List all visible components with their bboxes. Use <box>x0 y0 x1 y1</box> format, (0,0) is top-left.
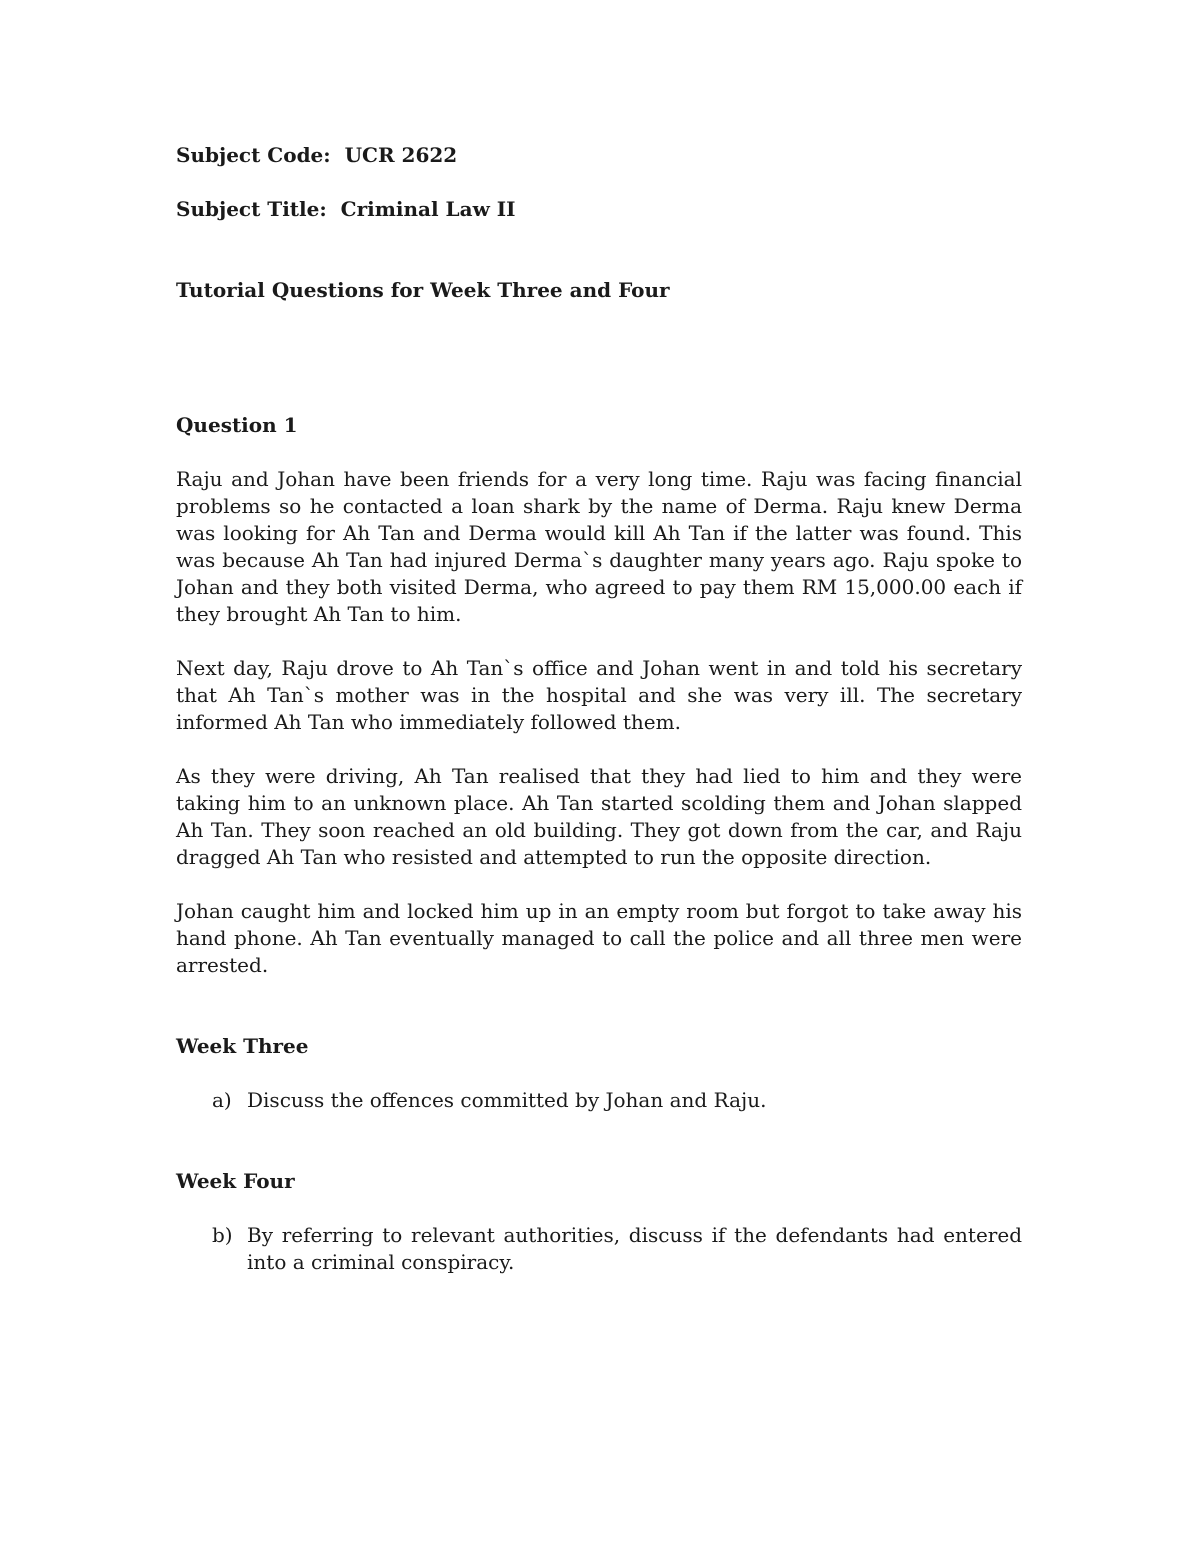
week-three-item-text: Discuss the offences committed by Johan and Raju. <box>247 1088 767 1112</box>
subject-code-label: Subject Code: <box>176 143 331 167</box>
week-four-heading: Week Four <box>176 1169 295 1193</box>
question-paragraph-2: Next day, Raju drove to Ah Tan`s office and Johan went in and told his secretary that Ah Tan`s mother was in the hospital and she was very ill. The secretary informed Ah Tan who immediately followed them. <box>176 656 1022 734</box>
week-three-item-marker: a) <box>212 1088 232 1112</box>
week-four-question-item <box>176 1222 1022 1276</box>
document-content <box>176 140 1022 1276</box>
week-three-heading: Week Three <box>176 1034 309 1058</box>
week-four-item-marker: b) <box>212 1223 233 1247</box>
week-three-question-item <box>176 1087 1022 1114</box>
question-paragraph-4: Johan caught him and locked him up in an empty room but forgot to take away his hand phone. Ah Tan eventually managed to call the police and all three men were arrested. <box>176 899 1022 977</box>
subject-title-value: Criminal Law II <box>340 197 516 221</box>
question-paragraph-3: As they were driving, Ah Tan realised that they had lied to him and they were taking him to an unknown place. Ah Tan started scolding them and Johan slapped Ah Tan. They soon reached an old building. They got down from the car, and Raju dragged Ah Tan who resisted and attempted to run the opposite direction. <box>176 764 1022 869</box>
subject-title-label: Subject Title: <box>176 197 327 221</box>
question-heading: Question 1 <box>176 413 298 437</box>
question-paragraph-1: Raju and Johan have been friends for a very long time. Raju was facing financial problems so he contacted a loan shark by the name of Derma. Raju knew Derma was looking for Ah Tan and Derma would kill Ah Tan if the latter was found. This was because Ah Tan had injured Derma`s daughter many years ago. Raju spoke to Johan and they both visited Derma, who agreed to pay them RM 15,000.00 each if they brought Ah Tan to him. <box>176 467 1022 626</box>
subject-code-value: UCR 2622 <box>344 143 458 167</box>
subject-code-line <box>176 142 1022 169</box>
subject-title-line <box>176 196 1022 223</box>
week-four-item-text: By referring to relevant authorities, discuss if the defendants had entered into a criminal conspiracy. <box>247 1223 1022 1274</box>
tutorial-heading: Tutorial Questions for Week Three and Four <box>176 278 670 302</box>
